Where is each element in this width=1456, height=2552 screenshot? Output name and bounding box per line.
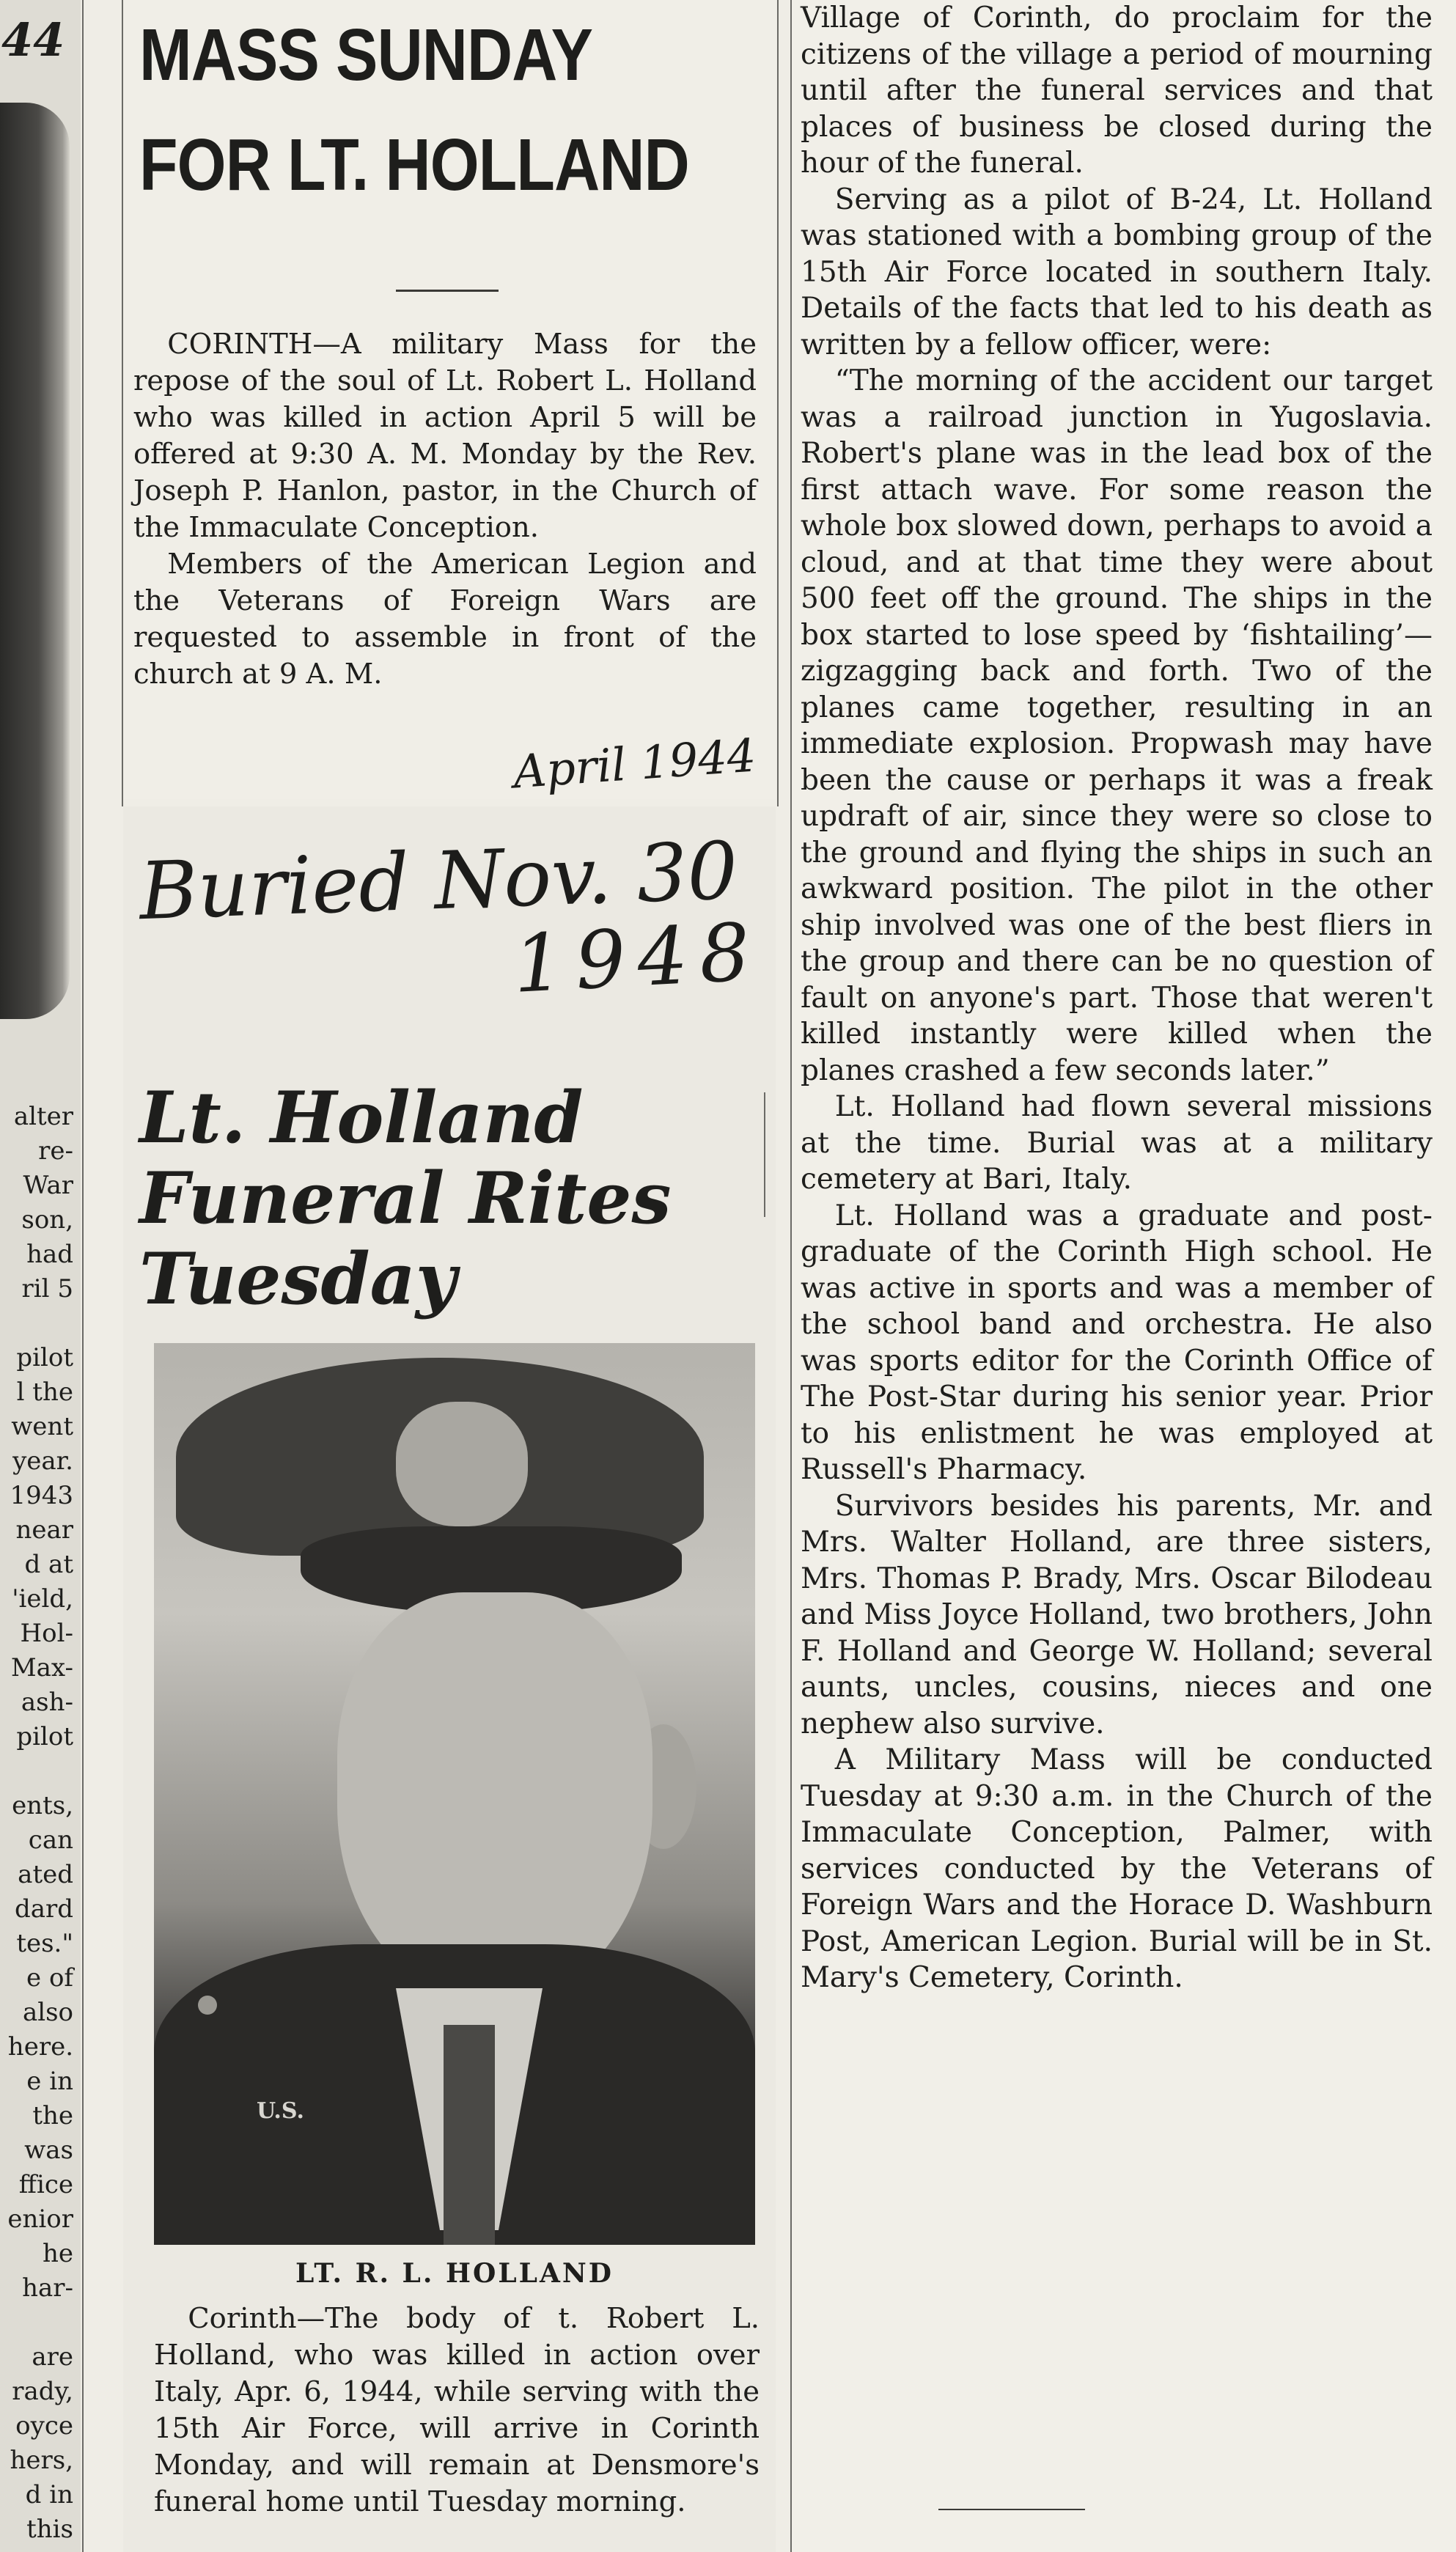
left-fragment: the [32,2101,73,2130]
left-fragment: e of [26,1963,73,1993]
tie [444,2025,495,2245]
left-cutoff-column [0,0,82,2552]
left-fragment: he [42,2239,73,2268]
column-rule-left [82,0,84,2552]
mass-paragraph-1: CORINTH—A military Mass for the repose of the soul of Lt. Robert L. Holland who was killed in action April 5 will be offered at 9:30 A. M. Monday by the Rev. Joseph P. Hanlon, pastor, in the Church of the Immaculate Conception. [133,328,757,544]
headline-divider [396,290,499,292]
rites-paragraph-1: Corinth—The body of t. Robert L. Holland, who was killed in action over Italy, Apr. 6, 1944, while serving with the 15th Air Force, will arrive in Corinth Monday, and will remain at Densmore's funeral home until Tuesday morning. [154,2302,760,2518]
left-fragment: pilot [16,1343,73,1372]
left-fragment: year. [12,1446,73,1476]
left-fragment: can [28,1825,73,1855]
left-fragment: d in [25,2480,73,2509]
rites-headline-line1: Lt. Holland [139,1076,584,1159]
lapel-insignia: U.S. [257,2098,304,2124]
handwritten-burial-year: 1948 [510,906,764,1011]
left-fragment: alter [13,1102,73,1131]
column-rule-right [790,0,792,2552]
left-fragment: here. [7,2032,73,2062]
left-fragment: d at [24,1550,73,1579]
photo-caption: LT. R. L. HOLLAND [295,2258,614,2289]
left-fragment: pilot [16,1722,73,1751]
left-fragment: re- [38,1136,73,1166]
left-fragment: Max- [10,1653,73,1683]
column-rule-mass-left [122,0,123,806]
mass-headline-line1: MASS SUNDAY [139,14,593,96]
left-fragment: also [22,1998,73,2027]
cutoff-photo [0,103,70,1019]
left-fragment: near [15,1515,73,1545]
mass-headline-line2: FOR LT. HOLLAND [139,124,689,206]
left-fragment: rady, [12,2377,73,2406]
right-column-body [801,0,1433,1996]
left-fragment: War [23,1171,73,1200]
left-fragment: ril 5 [21,1274,73,1303]
left-fragment: went [11,1412,73,1441]
right-paragraph-3: “The morning of the accident our target was a railroad junction in Yugoslavia. Robert's plane was in the lead box of the first attach wave. For some reason the whole box slowed down, perhaps to avoid a cloud, and at that time they were about 500 feet off the ground. The ships in the box started to lose speed by ‘fishtailing’—zigzagging back and forth. Two of the planes came together, resulting in an immediate explosion. Propwash may have been the cause or perhaps it was a freak updraft of air, since they were so close to the ground and flying the ships in such an awkward position. The pilot in the other ship involved was one of the best fliers in the group and there can be no question of fault on anyone's part. Those that weren't killed instantly were killed when the planes crashed a few seconds later.” [801,364,1433,1087]
handwritten-date: April 1944 [511,728,758,799]
article-end-rule [938,2509,1085,2510]
left-fragment: ash- [21,1688,73,1717]
left-fragment: was [24,2136,73,2165]
rites-article-headline [139,1078,770,1320]
handwritten-burial-note: Buried Nov. 30 [138,825,740,938]
left-fragment: 'ield, [12,1584,73,1614]
rites-headline-line2: Funeral Rites [139,1157,672,1240]
right-paragraph-4: Lt. Holland had flown several missions at the time. Burial was at a military cemetery at Bari, Italy. [801,1090,1433,1196]
rites-article-body [154,2301,760,2520]
left-fragment: har- [22,2273,73,2303]
left-fragment: ents, [12,1791,73,1820]
right-paragraph-7: A Military Mass will be conducted Tuesday at 9:30 a.m. in the Church of the Immaculate Conception, Palmer, with services conducted by the Veterans of Foreign Wars and the Horace D. Washburn Post, American Legion. Burial will be in St. Mary's Cemetery, Corinth. [801,1743,1433,1994]
cap-insignia [396,1402,528,1526]
left-fragment: Hol- [20,1619,73,1648]
left-fragment: ated [18,1860,73,1889]
right-paragraph-2: Serving as a pilot of B-24, Lt. Holland was stationed with a bombing group of the 15th Air Force located in southern Italy. Details of the facts that led to his death as written by a fellow officer, were: [801,183,1433,361]
left-fragment: tes." [16,1929,73,1958]
mass-article-headline [139,0,689,220]
left-fragment: oyce [15,2411,73,2441]
right-paragraph-1: Village of Corinth, do proclaim for the citizens of the village a period of mourning until after the funeral services and that places of business be closed during the hour of the funeral. [801,1,1433,180]
left-fragment: this [26,2515,73,2544]
left-fragment: son, [21,1205,73,1235]
left-fragment: hers, [10,2446,73,2475]
mass-article-body [133,326,757,693]
left-fragment: are [32,2342,73,2372]
right-paragraph-6: Survivors besides his parents, Mr. and Mrs. Walter Holland, are three sisters, Mrs. Thomas P. Brady, Mrs. Oscar Bilodeau and Miss Joyce Holland, two brothers, John F. Holland and George W. Holland; several aunts, uncles, cousins, nieces and one nephew also survive. [801,1489,1433,1740]
left-fragment: enior [7,2204,73,2234]
column-rule-mass-right [777,0,779,806]
mass-paragraph-2: Members of the American Legion and the Veterans of Foreign Wars are requested to assemble in front of the church at 9 A. M. [133,548,757,691]
shoulder-button [198,1996,217,2015]
page-number: 44 [1,13,65,67]
left-fragment: e in [26,2067,73,2096]
face [337,1592,652,2003]
portrait-photo [154,1343,755,2245]
left-fragment: ffice [18,2170,73,2199]
rites-headline-line3: Tuesday [139,1238,457,1320]
right-paragraph-5: Lt. Holland was a graduate and post-graduate of the Corinth High school. He was active in sports and was a member of the school band and orchestra. He also was sports editor for the Corinth Office of The Post-Star during his senior year. Prior to his enlistment he was employed at Russell's Pharmacy. [801,1199,1433,1486]
left-fragment: had [26,1240,73,1269]
left-fragment: dard [14,1894,73,1924]
left-fragment: l the [16,1378,73,1407]
left-fragment: 1943 [10,1481,73,1510]
